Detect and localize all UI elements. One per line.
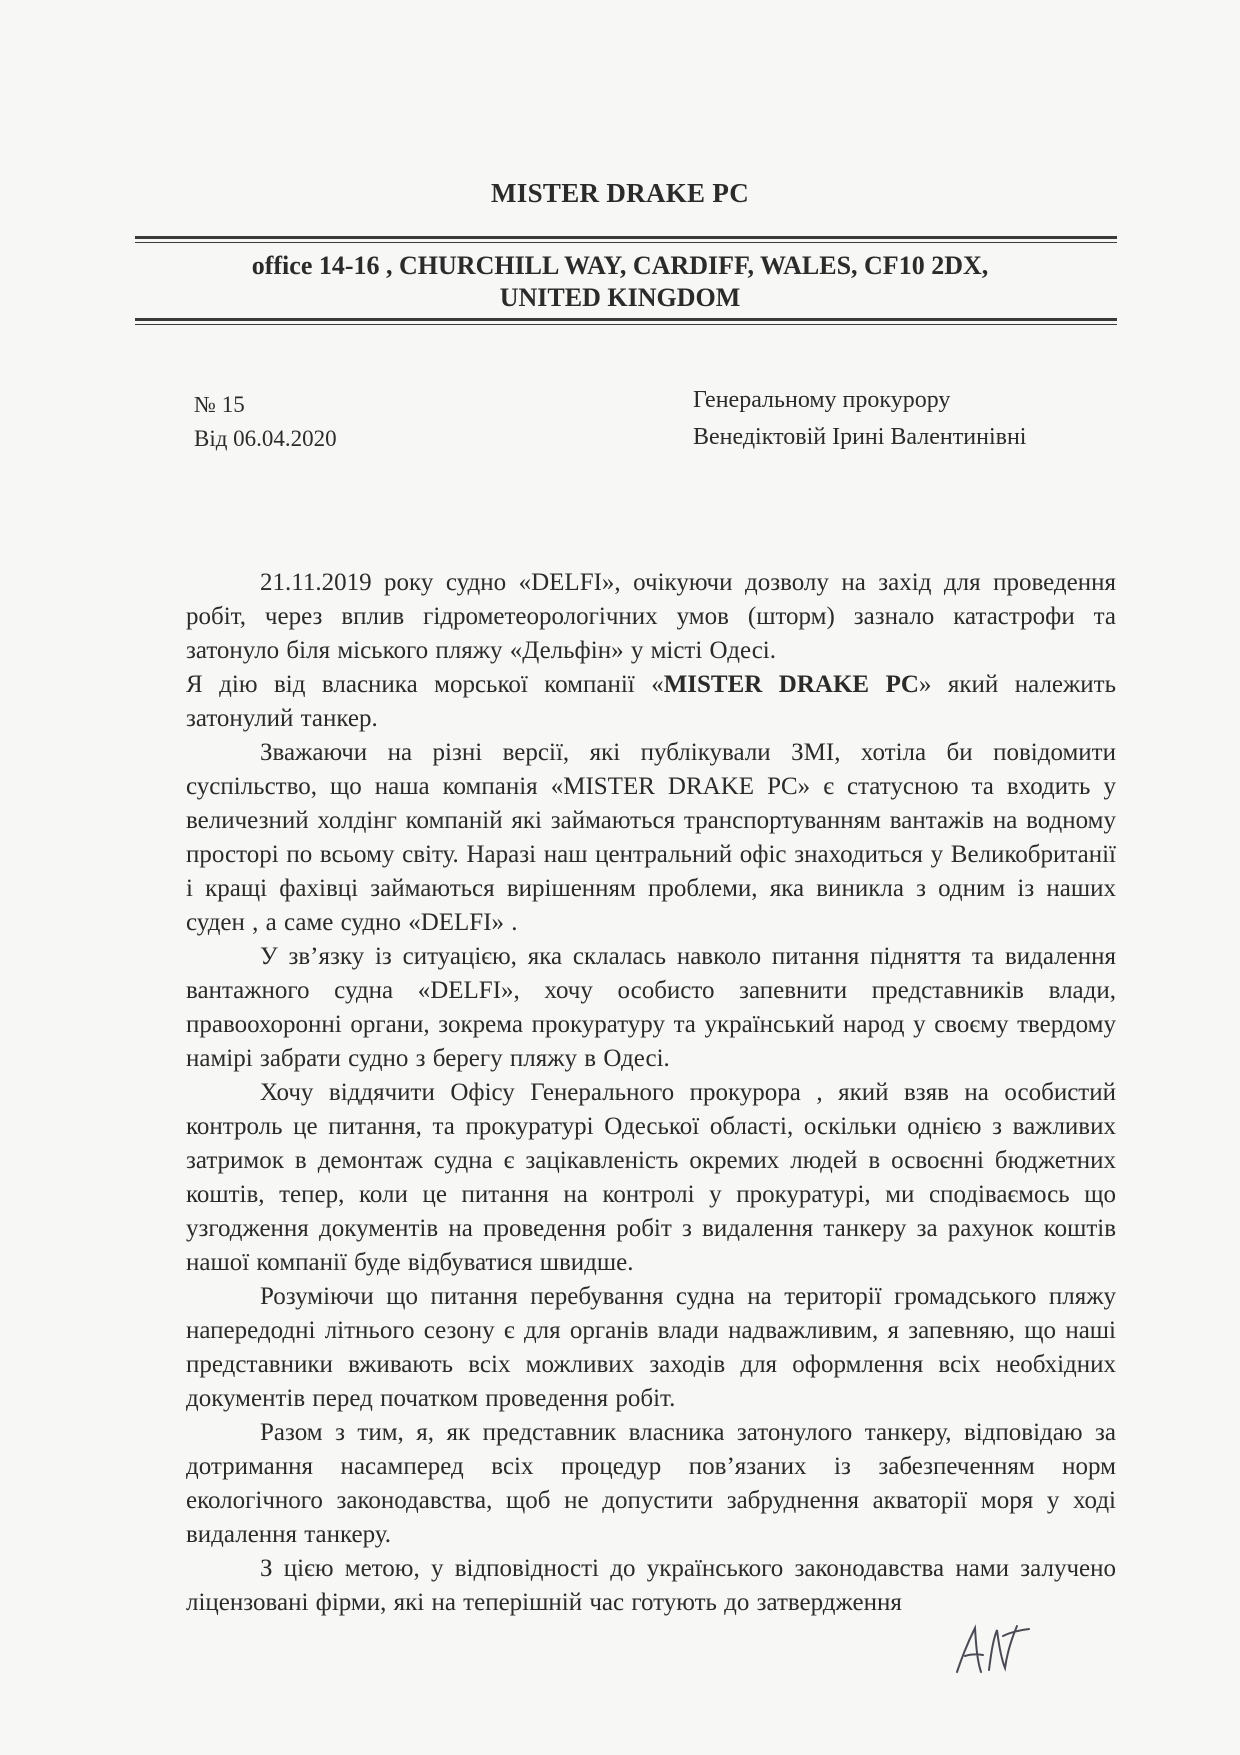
paragraph-6: Розуміючи що питання перебування судна на території громадського пляжу напередодні літнього сезону є для органів влади надважливим, я запевняю, що наші представники вживають всіх можливих заходів для оформлення всіх необхідних документів перед початком проведення робіт.: [186, 1283, 1116, 1412]
paragraph-8: З цією метою, у відповідності до українського законодавства нами залучено ліцензовані фірми, які на теперішній час готують до затвердження: [186, 1555, 1116, 1616]
header-rule-top: [135, 236, 1117, 243]
paragraph-5: Хочу віддячити Офісу Генерального прокурора , який взяв на особистий контроль це питання, та прокуратурі Одеської області, оскільки однією з важливих затримок в демонтаж судна є зацікавленість окремих людей в освоєнні бюджетних коштів, тепер, коли це питання на контролі у прокуратурі, ми сподіваємось що узгодження документів на проведення робіт з видалення танкеру за рахунок коштів нашої компанії буде відбуватися швидше.: [186, 1079, 1116, 1276]
recipient-title: Генеральному прокурору: [693, 387, 951, 413]
paragraph-2-company-name: MISTER DRAKE PC: [663, 671, 919, 698]
paragraph-2-after: » який належить затонулий танкер.: [186, 671, 1117, 732]
paragraph-7: Разом з тим, я, як представник власника затонулого танкеру, відповідаю за дотримання насамперед всіх процедур пов’язаних із забезпеченням норм екологічного законодавства, щоб не допустити забруднення акваторії моря у ході видалення танкеру.: [186, 1419, 1116, 1548]
address-line-1: office 14-16 , CHURCHILL WAY, CARDIFF, WALES, CF10 2DX,: [251, 251, 989, 280]
letter-reference: [194, 388, 337, 456]
paragraph-2: [186, 668, 1116, 736]
company-address: [0, 250, 1240, 314]
letter-body: [186, 566, 1116, 1620]
letter-date: Від 06.04.2020: [194, 426, 337, 451]
paragraph-2-before: Я дію від власника морської компанії «: [186, 671, 664, 698]
recipient-name: Венедіктовій Ірині Валентинівні: [693, 424, 1027, 450]
address-line-2: UNITED KINGDOM: [499, 283, 741, 312]
letter-number: № 15: [194, 392, 245, 417]
handwritten-signature: [945, 1614, 1035, 1684]
paragraph-1: 21.11.2019 року судно «DELFI», очікуючи дозволу на захід для проведення робіт, через вплив гідрометеорологічних умов (шторм) зазнало катастрофи та затонуло біля міського пляжу «Дельфін» у місті Одесі.: [186, 569, 1116, 664]
company-name: MISTER DRAKE PC: [490, 178, 750, 208]
paragraph-4: У зв’язку із ситуацією, яка склалась навколо питання підняття та видалення вантажного судна «DELFI», хочу особисто запевнити представників влади, правоохоронні органи, зокрема прокуратуру та український народ у своєму твердому намірі забрати судно з берегу пляжу в Одесі.: [186, 943, 1116, 1072]
recipient-block: [693, 382, 1026, 456]
header-rule-bottom: [135, 318, 1117, 325]
paragraph-3: Зважаючи на різні версії, які публікували ЗМІ, хотіла би повідомити суспільство, що наша компанія «MISTER DRAKE PC» є статусною та входить у величезний холдінг компаній які займаються транспортуванням вантажів на водному просторі по всьому світу. Наразі наш центральний офіс знаходиться у Великобританії і кращі фахівці займаються вирішенням проблеми, яка виникла з одним із наших суден , а саме судно «DELFI» .: [186, 739, 1116, 936]
